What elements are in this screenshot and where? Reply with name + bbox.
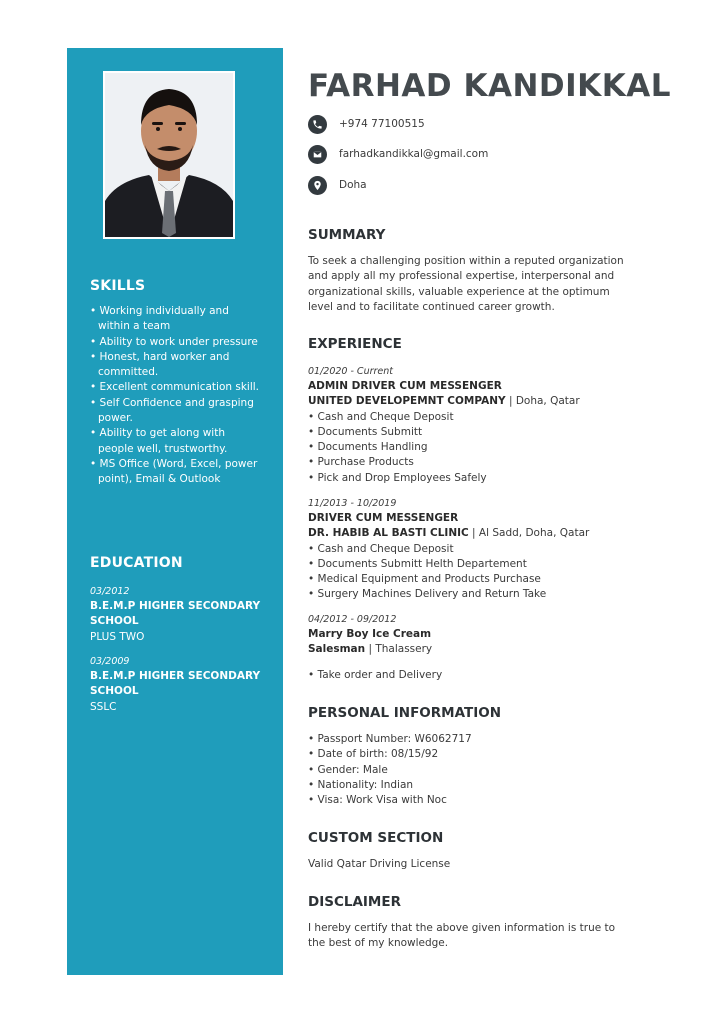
skill-item: • Ability to work under pressure [90,335,260,350]
job-entry [308,497,628,603]
email-icon [308,145,327,164]
job-date: 11/2013 - 10/2019 [308,498,397,509]
skill-item: • Self Confidence and grasping power. [90,396,260,427]
email-text[interactable]: farhadkandikkal@gmail.com [339,148,489,160]
phone-icon [308,115,327,134]
education-date: 03/2012 [90,586,130,597]
duty-item: • Documents Submitt Helth Departement [308,557,628,572]
skill-item: • Excellent communication skill. [90,380,260,395]
duty-item: • Cash and Cheque Deposit [308,410,628,425]
profile-photo-image [105,73,233,237]
job-title: ADMIN DRIVER CUM MESSENGER [308,380,502,392]
job-date: 01/2020 - Current [308,366,393,377]
job-duties [308,542,628,603]
personal-info-item: • Visa: Work Visa with Noc [308,793,472,808]
experience-heading: EXPERIENCE [308,336,402,352]
job-date: 04/2012 - 09/2012 [308,614,397,625]
skill-item: • MS Office (Word, Excel, power point), Email & Outlook [90,457,260,488]
job-entry [308,365,628,486]
job-company: UNITED DEVELOPEMNT COMPANY [308,395,506,408]
profile-photo [103,71,235,239]
education-heading: EDUCATION [90,555,183,571]
job-company-line [308,526,628,541]
location-text: Doha [339,179,367,191]
duty-item: • Cash and Cheque Deposit [308,542,628,557]
personal-info-heading: PERSONAL INFORMATION [308,705,502,721]
disclaimer-text: I hereby certify that the above given information is true to the best of my knowledge. [308,922,616,950]
contact-location [308,175,367,195]
location-pin-icon [308,176,327,195]
education-school: B.E.M.P HIGHER SECONDARY SCHOOL [90,600,261,628]
contact-email [308,144,488,164]
duty-item: • Pick and Drop Employees Safely [308,471,628,486]
education-school: B.E.M.P HIGHER SECONDARY SCHOOL [90,670,261,698]
summary-text: To seek a challenging position within a reputed organization and apply all my professional expertise, interpersonal and organizational skills, valuable experience at the optimum level and to facilitate continued career growth. [308,255,624,313]
skills-list [90,304,260,488]
job-title: DRIVER CUM MESSENGER [308,512,459,524]
skill-item: • Honest, hard worker and committed. [90,350,260,381]
education-entry [90,585,270,645]
skills-heading: SKILLS [90,278,146,294]
personal-info-item: • Gender: Male [308,763,472,778]
personal-info-list [308,732,472,808]
education-date: 03/2009 [90,656,130,667]
duty-item: • Purchase Products [308,455,628,470]
job-company-line [308,394,628,409]
skill-item: • Ability to get along with people well, trustworthy. [90,426,260,457]
disclaimer-heading: DISCLAIMER [308,894,401,910]
duty-item: • Documents Handling [308,440,628,455]
candidate-name: FARHAD KANDIKKAL [308,68,671,104]
job-location: | Doha, Qatar [505,395,580,408]
personal-info-item: • Passport Number: W6062717 [308,732,472,747]
job-location: | Thalassery [365,643,433,656]
job-location: | Al Sadd, Doha, Qatar [468,527,590,540]
duty-item: • Surgery Machines Delivery and Return Take [308,587,628,602]
duty-item: • Medical Equipment and Products Purchase [308,572,628,587]
education-level: PLUS TWO [90,630,145,643]
personal-info-item: • Date of birth: 08/15/92 [308,747,472,762]
education-entry [90,655,270,715]
job-duties [308,668,628,683]
education-level: SSLC [90,700,117,713]
job-company: DR. HABIB AL BASTI CLINIC [308,527,469,540]
skill-item: • Working individually and within a team [90,304,260,335]
personal-info-item: • Nationality: Indian [308,778,472,793]
summary-heading: SUMMARY [308,227,386,243]
custom-section-heading: CUSTOM SECTION [308,830,444,846]
job-entry [308,613,628,683]
job-title: Marry Boy Ice Cream [308,628,432,640]
sidebar [67,48,283,975]
duty-item: • Take order and Delivery [308,668,628,683]
job-company: Salesman [308,643,366,656]
job-company-line [308,642,628,657]
custom-section-text: Valid Qatar Driving License [308,858,451,870]
contact-phone [308,114,425,134]
job-duties [308,410,628,486]
duty-item: • Documents Submitt [308,425,628,440]
phone-text[interactable]: +974 77100515 [339,118,425,130]
